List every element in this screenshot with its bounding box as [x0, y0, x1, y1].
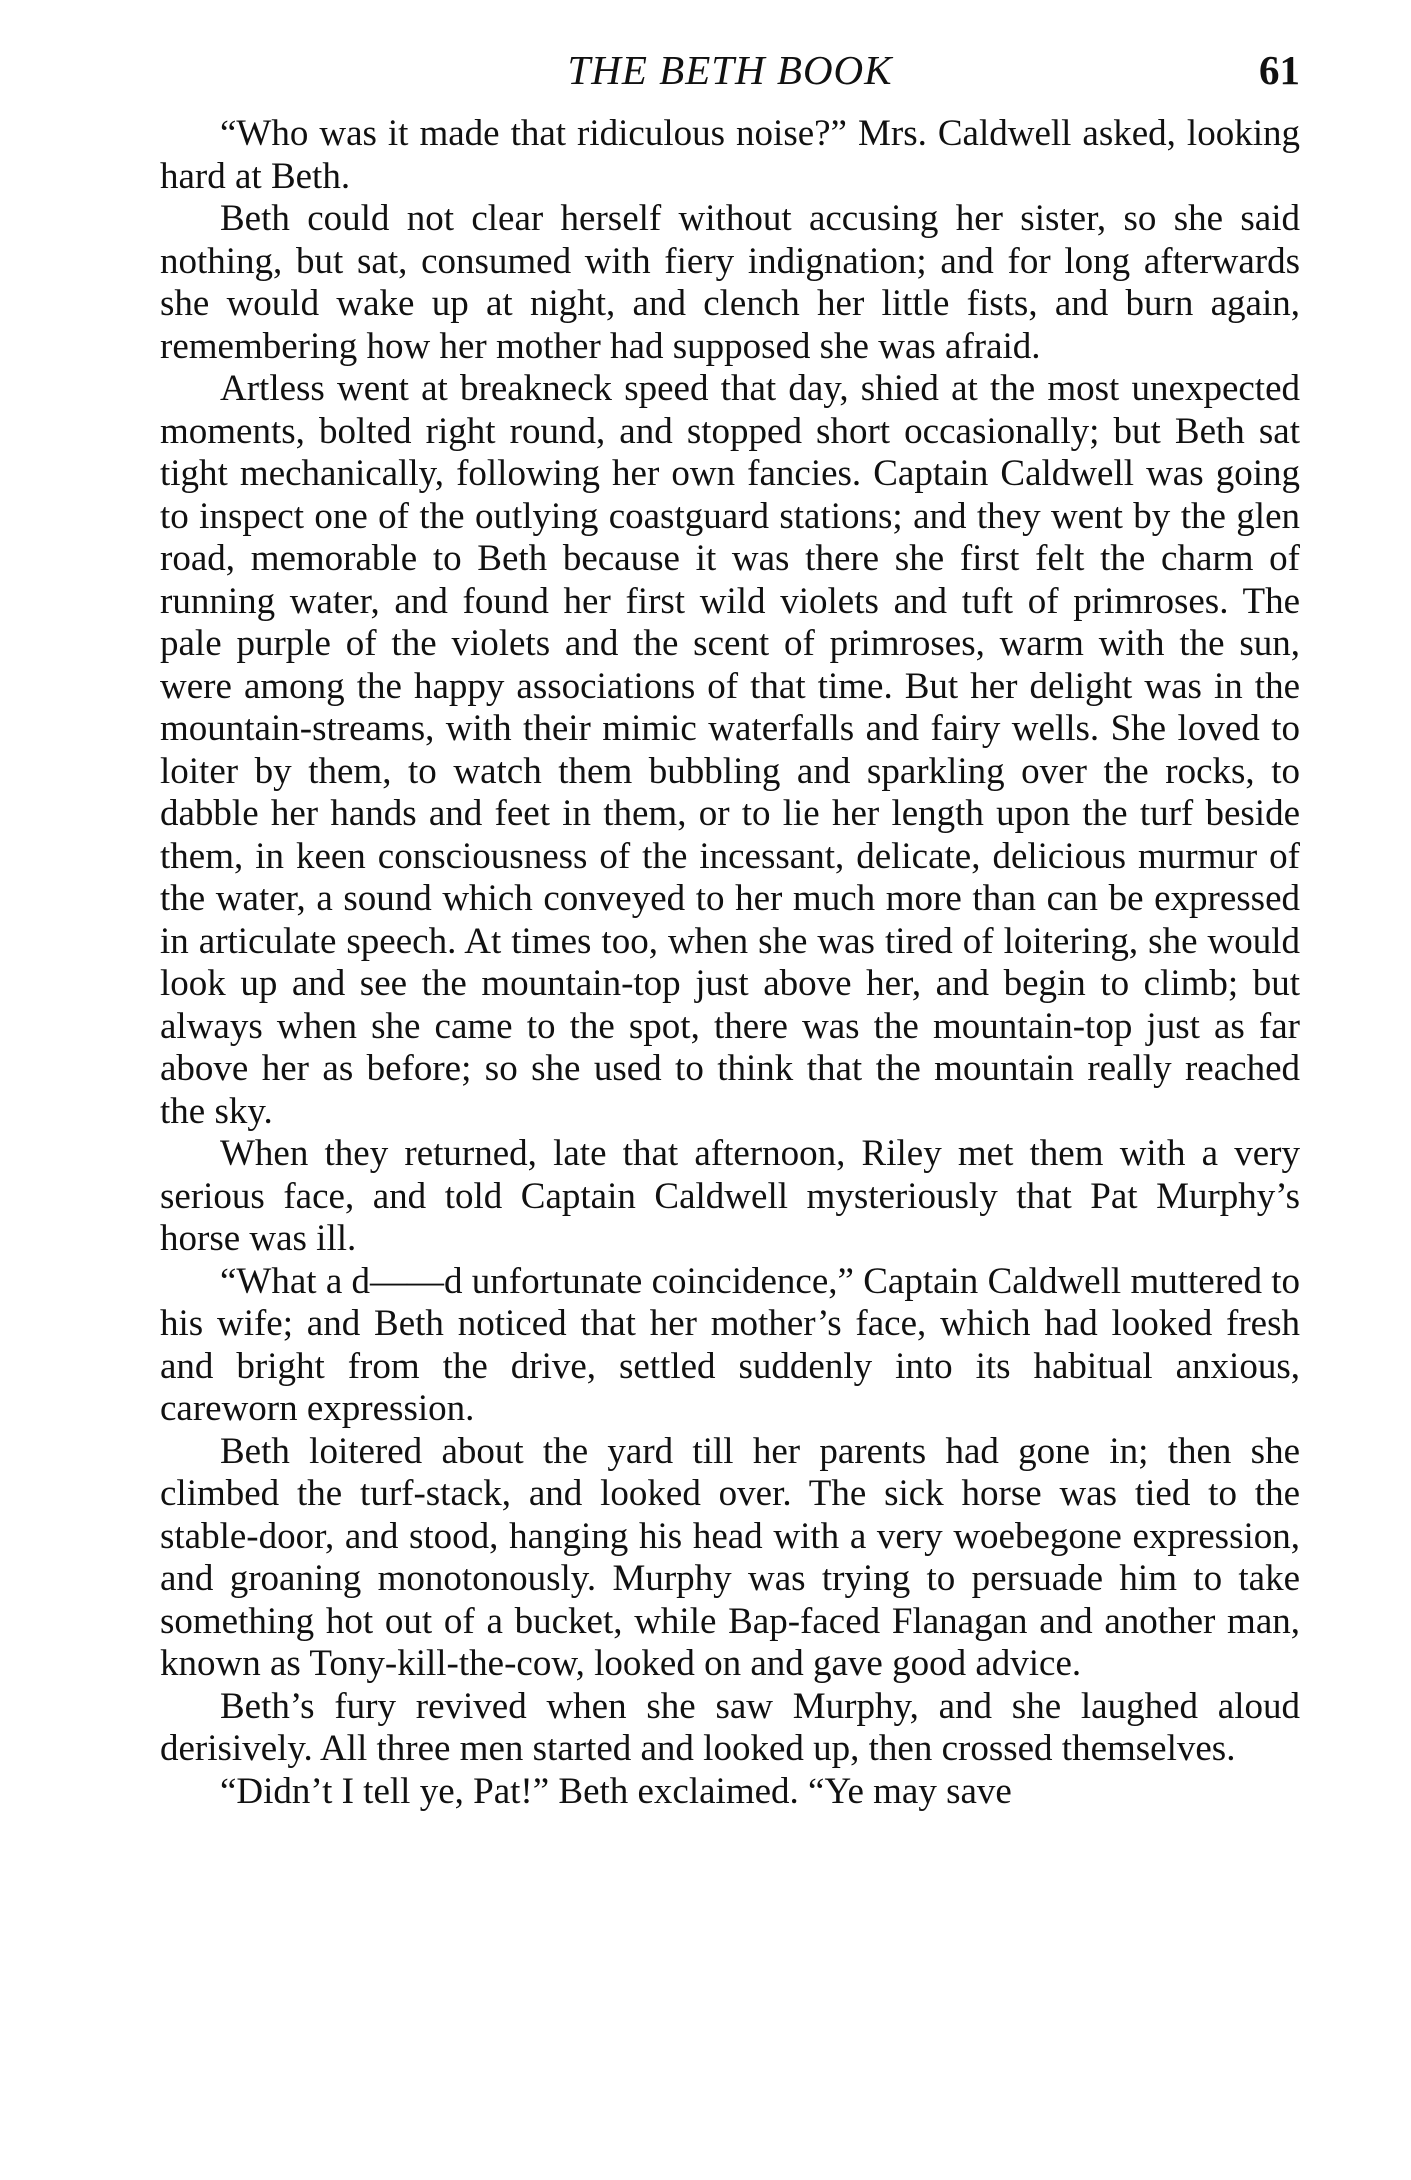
paragraph-6: Beth loitered about the yard till her parents had gone in; then she climbed the turf-stack, and looked over. The sick horse was tied to the stable-door, and stood, hanging his head with a very woebegone expression, and groaning monotonously. Murphy was trying to persuade him to take something hot out of a bucket, while Bap-faced Flanagan and another man, known as Tony-kill-the-cow, looked on and gave good advice.	[160, 1430, 1300, 1684]
paragraph-8: “Didn’t I tell ye, Pat!” Beth exclaimed. “Ye may save	[220, 1770, 1012, 1812]
paragraph-1: “Who was it made that ridiculous noise?” Mrs. Caldwell asked, looking hard at Beth.	[160, 113, 1300, 197]
running-title: THE BETH BOOK	[567, 47, 893, 93]
paragraph-4: When they returned, late that afternoon, Riley met them with a very serious face, and told Captain Caldwell mysteriously that Pat Murphy’s horse was ill.	[160, 1133, 1300, 1259]
body-text	[160, 113, 1300, 1813]
running-head	[160, 40, 1300, 100]
paragraph-3: Artless went at breakneck speed that day, shied at the most unexpected moments, bolted right round, and stopped short occasionally; but Beth sat tight mechanically, following her own fancies. Captain Caldwell was going to inspect one of the outlying coastguard stations; and they went by the glen road, memorable to Beth because it was there she first felt the charm of running water, and found her first wild violets and tuft of primroses. The pale purple of the violets and the scent of primroses, warm with the sun, were among the happy associations of that time. But her delight was in the mountain-streams, with their mimic waterfalls and fairy wells. She loved to loiter by them, to watch them bubbling and sparkling over the rocks, to dabble her hands and feet in them, or to lie her length upon the turf beside them, in keen consciousness of the incessant, delicate, delicious murmur of the water, a sound which conveyed to her much more than can be expressed in articulate speech. At times too, when she was tired of loitering, she would look up and see the mountain-top just above her, and begin to climb; but always when she came to the spot, there was the mountain-top just as far above her as before; so she used to think that the mountain really reached the sky.	[160, 368, 1300, 1132]
paragraph-5: “What a d——d unfortunate coincidence,” Captain Caldwell muttered to his wife; and Beth noticed that her mother’s face, which had looked fresh and bright from the drive, settled suddenly into its habitual anxious, careworn expression.	[160, 1260, 1300, 1429]
paragraph-7: Beth’s fury revived when she saw Murphy, and she laughed aloud derisively. All three men started and looked up, then crossed themselves.	[160, 1685, 1300, 1769]
paragraph-2: Beth could not clear herself without accusing her sister, so she said nothing, but sat, consumed with fiery indignation; and for long afterwards she would wake up at night, and clench her little fists, and burn again, remembering how her mother had supposed she was afraid.	[160, 198, 1300, 367]
page-number: 61	[1259, 47, 1300, 93]
